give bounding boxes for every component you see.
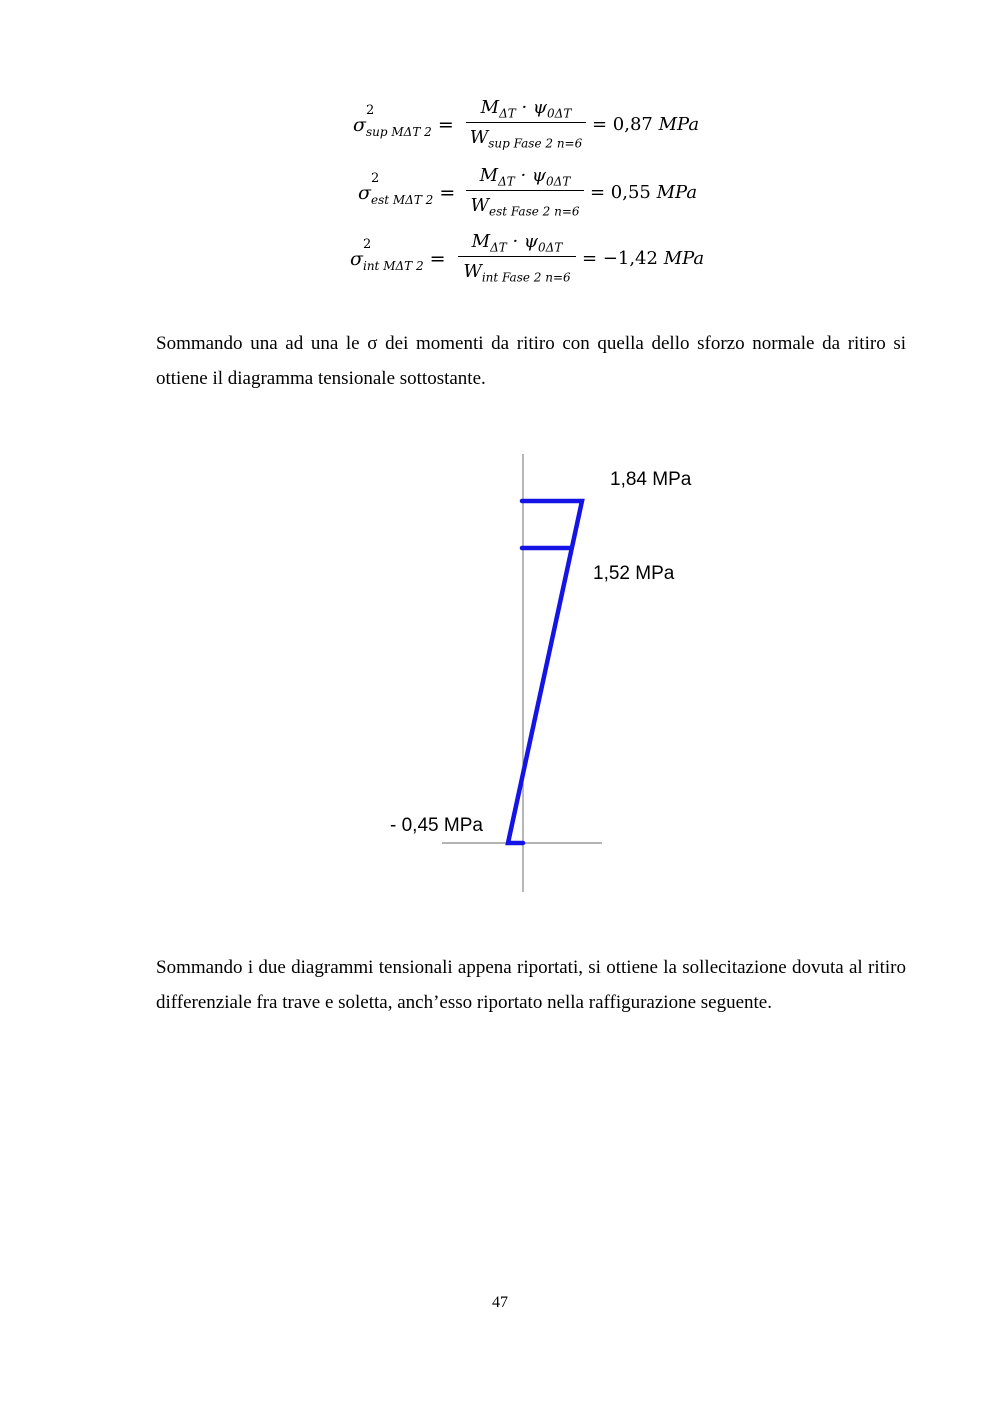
sigma-subscript: sup MΔT 2 (365, 125, 432, 139)
equals-sign: = (439, 182, 456, 204)
sigma-symbol: σ (350, 248, 363, 270)
paragraph-1: Sommando una ad una le σ dei momenti da ritiro con quella dello sforzo normale da ritiro si ottiene il diagramma tensionale sottostante. (156, 333, 906, 389)
fraction (466, 94, 586, 151)
sigma-symbol: σ (358, 182, 371, 204)
equation-lhs (350, 237, 446, 273)
sigma-subscript: int MΔT 2 (362, 259, 424, 273)
equation-lhs (358, 171, 456, 207)
denominator: $W_{sup Fase 2 n=6}$ (469, 127, 583, 151)
numerator: $M_{\Delta T} \cdot \psi_{0\Delta T}$ (471, 231, 563, 255)
stress-profile (508, 501, 582, 843)
numerator: $M_{\Delta T} \cdot \psi_{0\Delta T}$ (479, 165, 571, 189)
denominator: $W_{int Fase 2 n=6}$ (463, 261, 571, 285)
page-number: 47 (492, 1294, 508, 1311)
equation-sigma-sup (300, 94, 750, 156)
label-mid-stress: 1,52 MPa (593, 563, 675, 584)
equals-sign: = (429, 248, 446, 270)
fraction (458, 228, 576, 285)
sigma-superscript: 2 (371, 171, 380, 186)
equation-result: = 0,55 MPa (590, 182, 698, 203)
equation-result: = 0,87 MPa (592, 114, 700, 135)
paragraph-2: Sommando i due diagrammi tensionali appena riportati, si ottiene la sollecitazione dovuta al ritiro differenziale fra trave e soletta, anch’esso riportato nella raffigurazione seguente. (156, 957, 906, 1013)
label-bottom-stress: - 0,45 MPa (390, 815, 483, 836)
equation-lhs (353, 103, 454, 139)
fraction (466, 162, 584, 219)
equation-sigma-int (300, 228, 750, 290)
denominator: $W_{est Fase 2 n=6}$ (470, 195, 580, 219)
sigma-superscript: 2 (366, 103, 375, 118)
equation-result: = −1,42 MPa (582, 248, 705, 269)
sigma-symbol: σ (353, 114, 366, 136)
sigma-superscript: 2 (363, 237, 372, 252)
label-top-stress: 1,84 MPa (610, 469, 692, 490)
numerator: $M_{\Delta T} \cdot \psi_{0\Delta T}$ (480, 97, 572, 121)
sigma-subscript: est MΔT 2 (370, 193, 434, 207)
equals-sign: = (437, 114, 454, 136)
equation-sigma-est (300, 162, 750, 224)
stress-diagram (340, 440, 692, 900)
